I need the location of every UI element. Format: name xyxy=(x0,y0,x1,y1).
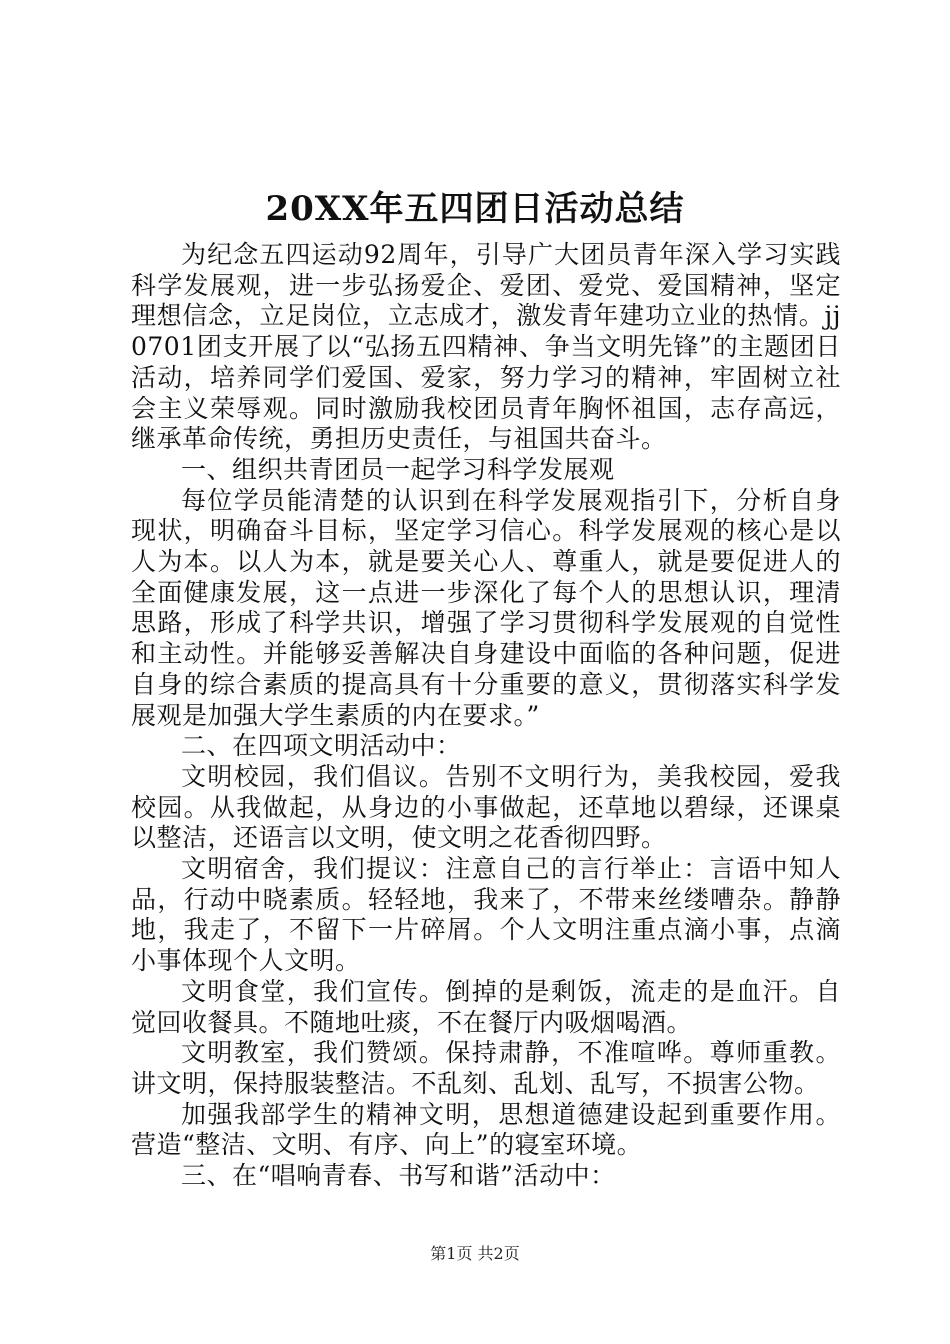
section-heading-2: 二、在四项文明活动中： xyxy=(181,731,462,761)
canteen-paragraph: 文明食堂，我们宣传。倒掉的是剩饭，流走的是血汗。自觉回收餐具。不随地吐痰，不在餐厅内吸烟喝酒。 xyxy=(131,976,841,1037)
document-body xyxy=(131,240,841,1192)
dorm-paragraph: 文明宿舍，我们提议：注意自己的言行举止：言语中知人品，行动中晓素质。轻轻地，我来了，不带来丝缕嘈杂。静静地，我走了，不留下一片碎屑。个人文明注重点滴小事，点滴小事体现个人文明。 xyxy=(131,854,841,976)
section-heading-1: 一、组织共青团员一起学习科学发展观 xyxy=(181,454,615,484)
classroom-paragraph: 文明教室，我们赞颂。保持肃静，不准喧哗。尊师重教。讲文明，保持服装整洁。不乱刻、乱划、乱写，不损害公物。 xyxy=(131,1038,841,1098)
intro-paragraph: 为纪念五四运动92周年，引导广大团员青年深入学习实践科学发展观，进一步弘扬爱企、爱团、爱党、爱国精神，坚定理想信念，立足岗位，立志成才，激发青年建功立业的热情。jj0701团支开展了以“弘扬五四精神、争当文明先锋”的主题团日活动，培养同学们爱国、爱家，努力学习的精神，牢固树立社会主义荣辱观。同时激励我校团员青年胸怀祖国，志存高远，继承革命传统，勇担历史责任，与祖国共奋斗。 xyxy=(131,240,841,454)
section-heading-3: 三、在“唱响青春、书写和谐”活动中： xyxy=(181,1161,616,1191)
spirit-paragraph: 加强我部学生的精神文明，思想道德建设起到重要作用。营造“整洁、文明、有序、向上”的寝室环境。 xyxy=(131,1099,841,1160)
page-number-footer: 第1页 共2页 xyxy=(430,1244,520,1263)
document-title: 20XX年五四团日活动总结 xyxy=(265,189,685,229)
campus-paragraph: 文明校园，我们倡议。告别不文明行为，美我校园，爱我校园。从我做起，从身边的小事做起，还草地以碧绿，还课桌以整洁，还语言以文明，使文明之花香彻四野。 xyxy=(131,761,841,853)
section-1-paragraph: 每位学员能清楚的认识到在科学发展观指引下，分析自身现状，明确奋斗目标，坚定学习信心。科学发展观的核心是以人为本。以人为本，就是要关心人、尊重人，就是要促进人的全面健康发展，这一点进一步深化了每个人的思想认识，理清思路，形成了科学共识，增强了学习贯彻科学发展观的自觉性和主动性。并能够妥善解决自身建设中面临的各种问题，促进自身的综合素质的提高具有十分重要的意义，贯彻落实科学发展观是加强大学生素质的内在要求。” xyxy=(131,485,841,730)
